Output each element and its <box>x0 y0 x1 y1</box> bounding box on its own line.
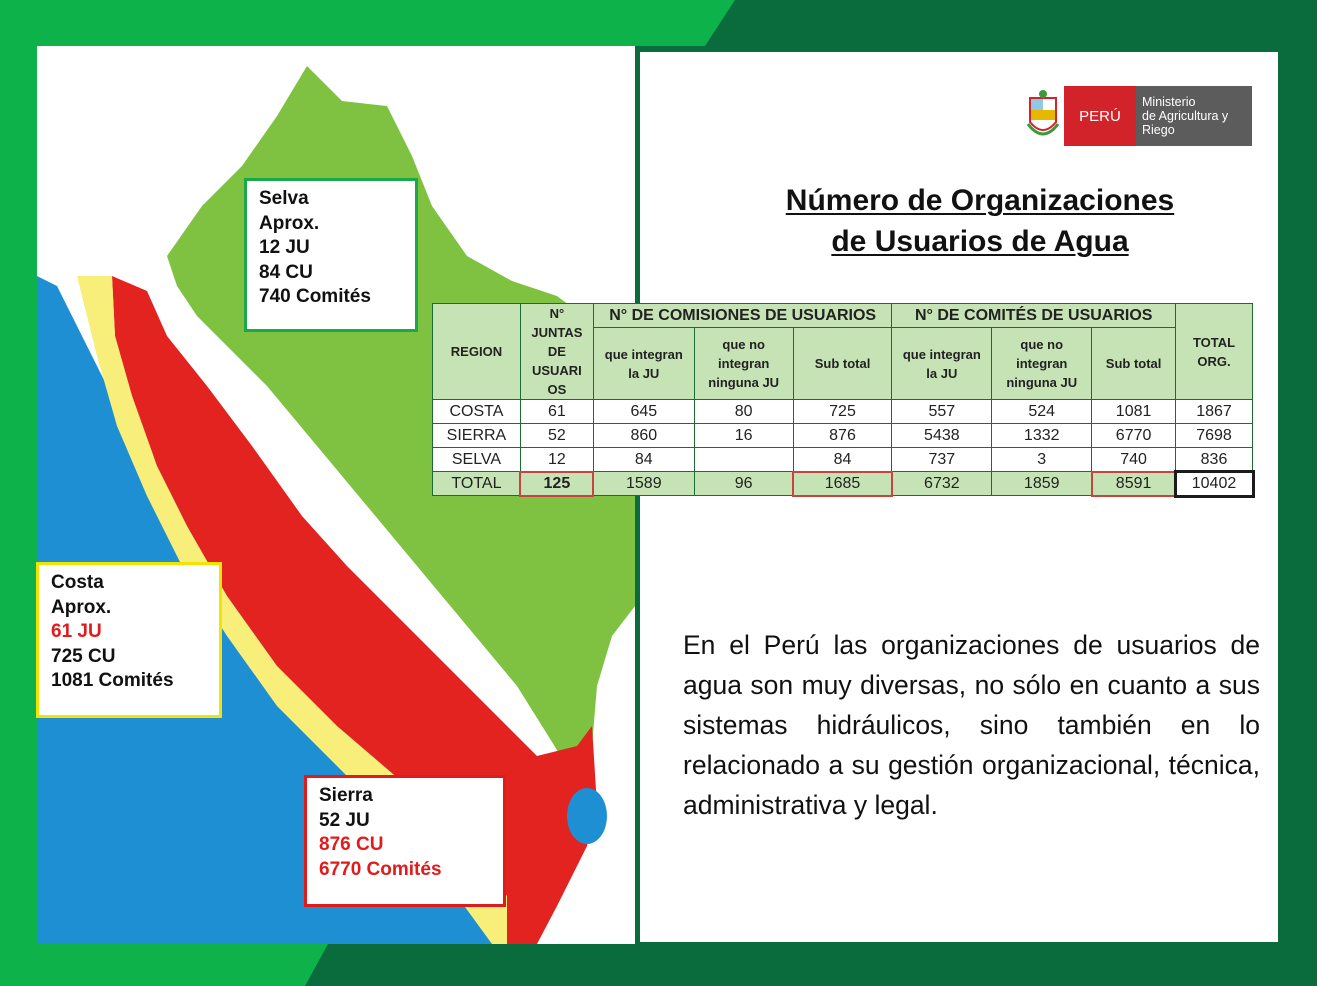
header-comites: N° DE COMITÉS DE USUARIOS <box>892 304 1176 328</box>
cell-total-comites-subtotal: 8591 <box>1092 472 1176 496</box>
costa-cu: 725 CU <box>51 645 116 667</box>
cell-total-juntas: 125 <box>520 472 593 496</box>
selva-ju: 12 JU <box>259 237 310 258</box>
cell-juntas: 12 <box>520 448 593 472</box>
costa-approx: Aprox. <box>51 596 112 618</box>
cell-comisiones-subtotal: 725 <box>793 400 892 424</box>
selva-callout <box>244 178 418 332</box>
lake-titicaca <box>567 788 607 844</box>
cell-total: 7698 <box>1176 424 1253 448</box>
title-line2: de Usuarios de Agua <box>831 225 1129 258</box>
cell-total: 836 <box>1176 448 1253 472</box>
sierra-callout <box>304 775 506 907</box>
cell-juntas: 61 <box>520 400 593 424</box>
subheader-comites-no-integran: que no integran ninguna JU <box>992 328 1092 400</box>
table-row <box>433 400 1253 424</box>
description-paragraph: En el Perú las organizaciones de usuarios de agua son muy diversas, no sólo en cuanto a sus sistemas hidráulicos, sino también en lo relacionado a su gestión organizacional, técnica, administrativa y legal. <box>683 630 1260 820</box>
sierra-cu: 876 CU <box>319 834 384 855</box>
cell-comisiones-no-integran: 80 <box>694 400 793 424</box>
sierra-comites: 6770 Comités <box>319 858 442 880</box>
header-comisiones: N° DE COMISIONES DE USUARIOS <box>593 304 892 328</box>
ministry-logo <box>1026 86 1254 146</box>
costa-ju: 61 JU <box>51 621 102 642</box>
cell-region: COSTA <box>433 400 521 424</box>
ministry-line1: Ministerio <box>1142 95 1196 109</box>
table-row <box>433 424 1253 448</box>
cell-comites-no-integran: 524 <box>992 400 1092 424</box>
cell-comites-integran: 557 <box>892 400 992 424</box>
cell-total-comites-integran: 6732 <box>892 472 992 496</box>
cell-region: SELVA <box>433 448 521 472</box>
cell-total-comisiones-subtotal: 1685 <box>793 472 892 496</box>
peru-label: PERÚ <box>1064 86 1136 146</box>
costa-title: Costa <box>51 572 104 593</box>
cell-comites-subtotal: 1081 <box>1092 400 1176 424</box>
subheader-comisiones-integran: que integran la JU <box>593 328 694 400</box>
cell-total-comisiones-integran: 1589 <box>593 472 694 496</box>
cell-comites-integran: 737 <box>892 448 992 472</box>
header-total: TOTAL ORG. <box>1176 304 1253 400</box>
cell-total-comisiones-no-integran: 96 <box>694 472 793 496</box>
cell-comisiones-no-integran <box>694 448 793 472</box>
table-header-row <box>433 304 1253 328</box>
selva-title: Selva <box>259 188 309 209</box>
cell-region: SIERRA <box>433 424 521 448</box>
selva-comites: 740 Comités <box>259 286 371 307</box>
cell-comisiones-no-integran: 16 <box>694 424 793 448</box>
costa-callout <box>36 562 222 718</box>
subheader-comisiones-subtotal: Sub total <box>793 328 892 400</box>
cell-total-label: TOTAL <box>433 472 521 496</box>
organizations-table <box>432 303 1253 496</box>
coat-of-arms-icon <box>1026 88 1060 144</box>
cell-comites-subtotal: 740 <box>1092 448 1176 472</box>
cell-total: 1867 <box>1176 400 1253 424</box>
cell-comisiones-integran: 860 <box>593 424 694 448</box>
selva-cu: 84 CU <box>259 261 313 283</box>
cell-comites-no-integran: 1332 <box>992 424 1092 448</box>
cell-comisiones-integran: 84 <box>593 448 694 472</box>
subheader-comites-subtotal: Sub total <box>1092 328 1176 400</box>
header-region: REGION <box>433 304 521 400</box>
selva-approx: Aprox. <box>259 212 320 234</box>
subheader-comisiones-no-integran: que no integran ninguna JU <box>694 328 793 400</box>
table-total-row <box>433 472 1253 496</box>
costa-comites: 1081 Comités <box>51 670 174 691</box>
slide-title <box>700 180 1260 262</box>
sierra-ju: 52 JU <box>319 809 370 831</box>
ministry-line2: de Agricultura y Riego <box>1142 109 1229 137</box>
cell-comisiones-integran: 645 <box>593 400 694 424</box>
subheader-comites-integran: que integran la JU <box>892 328 992 400</box>
cell-comites-subtotal: 6770 <box>1092 424 1176 448</box>
title-line1: Número de Organizaciones <box>785 184 1175 217</box>
cell-comites-no-integran: 3 <box>992 448 1092 472</box>
cell-grand-total: 10402 <box>1176 472 1253 496</box>
sierra-title: Sierra <box>319 785 373 806</box>
cell-comisiones-subtotal: 84 <box>793 448 892 472</box>
header-juntas: N° JUNTAS DE USUARI OS <box>520 304 593 400</box>
cell-comisiones-subtotal: 876 <box>793 424 892 448</box>
cell-total-comites-no-integran: 1859 <box>992 472 1092 496</box>
ministry-label <box>1136 86 1252 146</box>
cell-comites-integran: 5438 <box>892 424 992 448</box>
table-row <box>433 448 1253 472</box>
cell-juntas: 52 <box>520 424 593 448</box>
